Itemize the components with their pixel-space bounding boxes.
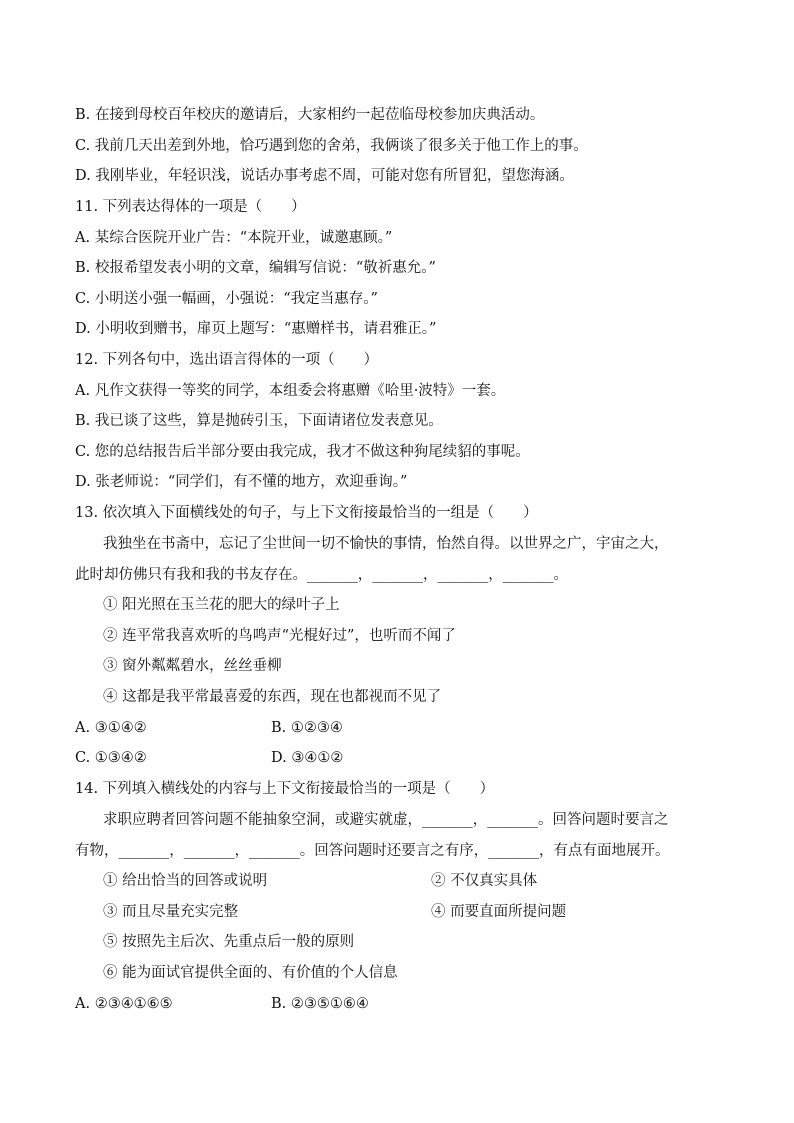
q13-stem: 13. 依次填入下面横线处的句子，与上下文衔接最恰当的一组是（ ） <box>75 505 538 521</box>
q12-option-d: D. 张老师说：“同学们，有不懂的地方，欢迎垂询。” <box>75 474 408 490</box>
q14-item-1: ① 给出恰当的回答或说明 <box>103 873 268 889</box>
q14-item-2: ② 不仅真实具体 <box>431 873 538 889</box>
q11-option-b: B. 校报希望发表小明的文章，编辑写信说：“敬祈惠允。” <box>75 260 436 276</box>
q10-option-c: C. 我前几天出差到外地，恰巧遇到您的舍弟，我俩谈了很多关于他工作上的事。 <box>75 138 588 154</box>
q13-item-3: ③ 窗外粼粼碧水，丝丝垂柳 <box>103 658 282 674</box>
q14-passage-line2: 有物，_______，_______，_______。回答问题时还要言之有序，_______，有点有面地展开。 <box>75 843 670 859</box>
q10-option-d: D. 我刚毕业，年轻识浅，说话办事考虑不周，可能对您有所冒犯，望您海涵。 <box>75 168 574 184</box>
q11-option-d: D. 小明收到赠书，扉页上题写：“惠赠样书，请君雅正。” <box>75 321 437 337</box>
q11-stem: 11. 下列表达得体的一项是（ ） <box>75 199 306 215</box>
q13-answer-b: B. ①②③④ <box>271 720 343 736</box>
q14-item-5: ⑤ 按照先主后次、先重点后一般的原则 <box>103 934 355 950</box>
q14-item-4: ④ 而要直面所提问题 <box>431 904 567 920</box>
q13-item-1: ① 阳光照在玉兰花的肥大的绿叶子上 <box>103 597 340 613</box>
q13-passage-line2: 此时却仿佛只有我和我的书友存在。_______，_______，_______，_______。 <box>75 567 568 583</box>
q14-item-6: ⑥ 能为面试官提供全面的、有价值的个人信息 <box>103 965 398 981</box>
q14-stem: 14. 下列填入横线处的内容与上下文衔接最恰当的一项是（ ） <box>75 781 495 797</box>
q12-option-b: B. 我已谈了这些，算是抛砖引玉，下面请诸位发表意见。 <box>75 413 443 429</box>
q13-answer-c: C. ①③④② <box>75 750 147 766</box>
q14-answer-b: B. ②③⑤①⑥④ <box>271 996 369 1012</box>
q14-answer-a: A. ②③④①⑥⑤ <box>75 996 173 1012</box>
q13-answer-a: A. ③①④② <box>75 720 147 736</box>
q13-passage-line1: 我独坐在书斋中，忘记了尘世间一切不愉快的事情，怡然自得。以世界之广，宇宙之大， <box>103 536 669 552</box>
q11-option-a: A. 某综合医院开业广告：“本院开业，诚邀惠顾。” <box>75 230 393 246</box>
q13-item-4: ④ 这都是我平常最喜爱的东西，现在也都视而不见了 <box>103 689 442 705</box>
q12-stem: 12. 下列各句中，选出语言得体的一项（ ） <box>75 352 379 368</box>
q12-option-a: A. 凡作文获得一等奖的同学，本组委会将惠赠《哈里·波特》一套。 <box>75 383 506 399</box>
q12-option-c: C. 您的总结报告后半部分要由我完成，我才不做这种狗尾续貂的事呢。 <box>75 444 530 460</box>
q14-item-3: ③ 而且尽量充实完整 <box>103 904 239 920</box>
q13-item-2: ② 连平常我喜欢听的鸟鸣声“光棍好过”，也听而不闻了 <box>103 628 456 644</box>
q10-option-b: B. 在接到母校百年校庆的邀请后，大家相约一起莅临母校参加庆典活动。 <box>75 107 545 123</box>
q13-answer-d: D. ③④①② <box>271 750 344 766</box>
q11-option-c: C. 小明送小强一幅画，小强说：“我定当惠存。” <box>75 291 378 307</box>
q14-passage-line1: 求职应聘者回答问题不能抽象空洞，或避实就虚，_______，_______。回答问题时要言之 <box>103 812 669 828</box>
